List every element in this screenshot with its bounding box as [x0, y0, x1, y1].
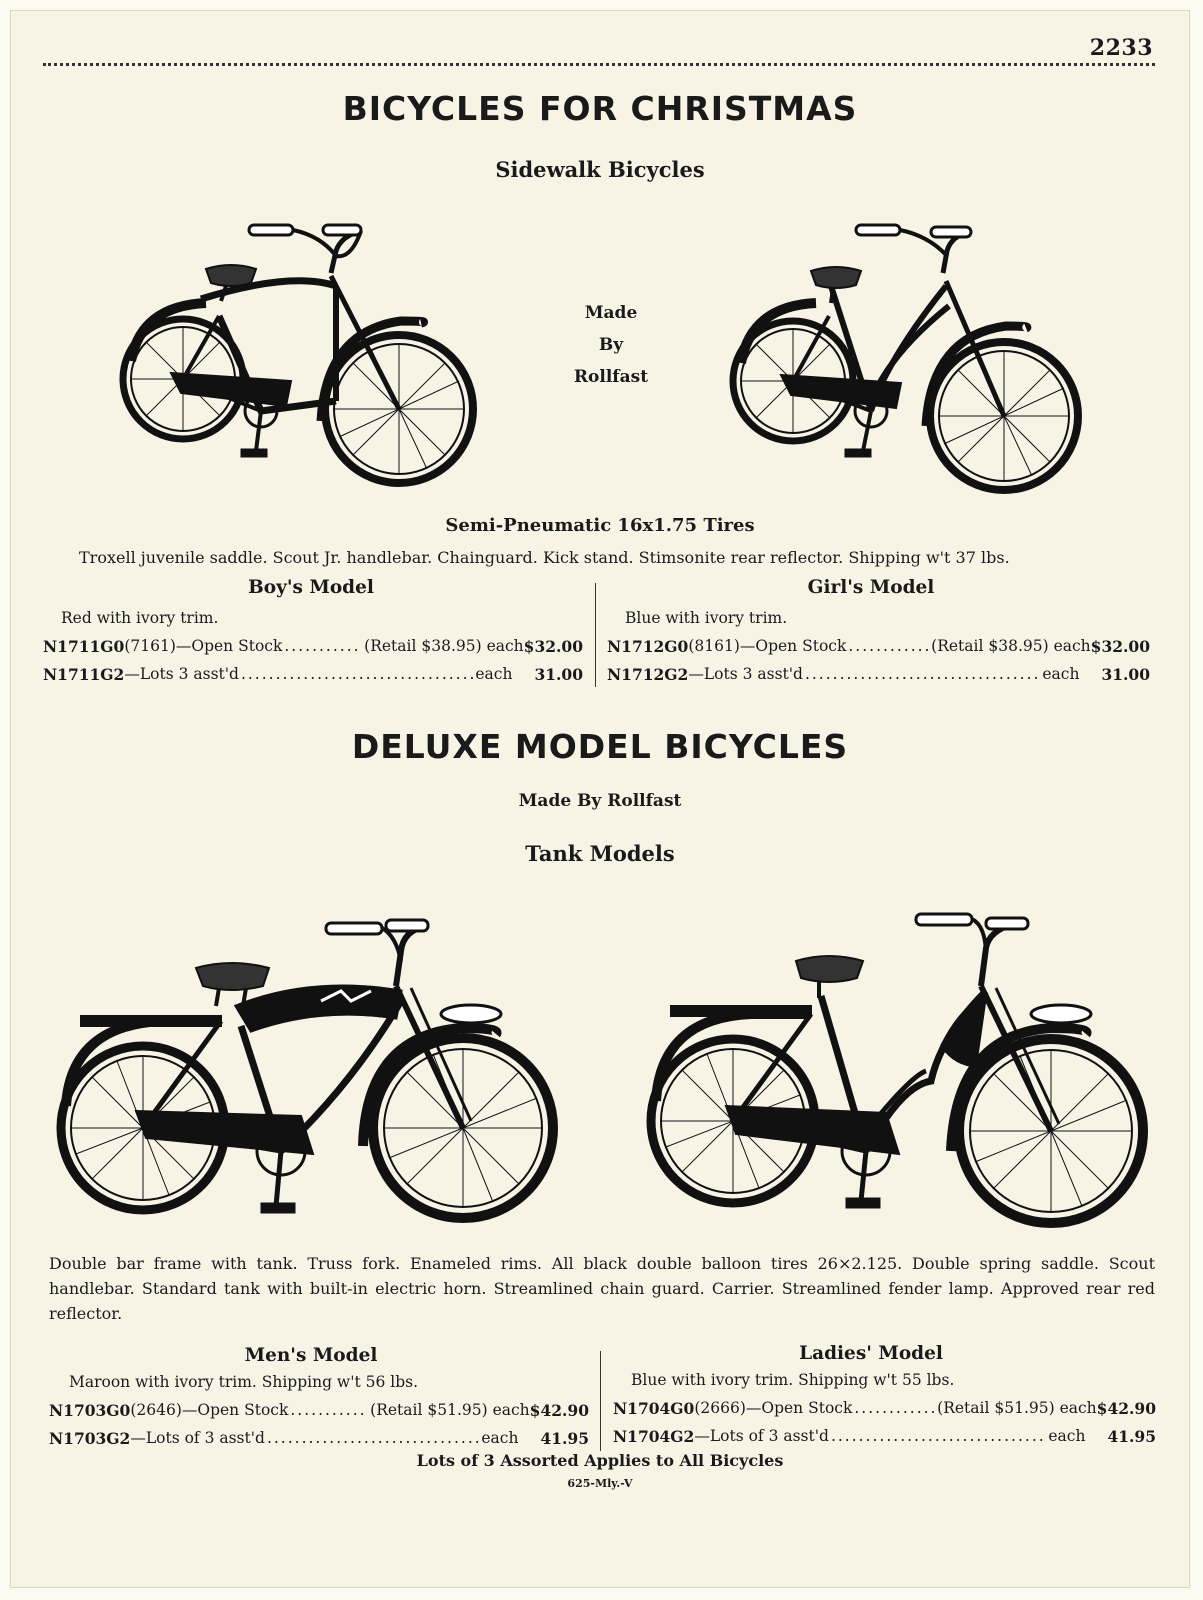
ladies-lots-line	[613, 1427, 1156, 1446]
ladies-lots-desc: —Lots of 3 asst'd	[694, 1427, 829, 1445]
ladies-model-color: Blue with ivory trim. Shipping w't 55 lbs.	[631, 1371, 955, 1389]
footer-code: 625-Mly.-V	[567, 1477, 633, 1490]
section2-subtitle: Tank Models	[525, 841, 675, 866]
mens-lots-desc: —Lots of 3 asst'd	[130, 1429, 265, 1447]
section1-tires: Semi-Pneumatic 16x1.75 Tires	[445, 515, 755, 536]
girls-lots-price: 31.00	[1101, 665, 1150, 684]
made-by-line-1: Made	[584, 303, 638, 323]
ladies-open-stock-line	[613, 1399, 1156, 1418]
section1-title: BICYCLES FOR CHRISTMAS	[342, 89, 858, 128]
made-by-line-3: Rollfast	[573, 367, 649, 387]
mens-open-stock-price: $42.90	[529, 1401, 589, 1420]
girls-open-stock-retail: (Retail $38.95) each	[931, 637, 1091, 655]
mens-lots-each: each	[481, 1429, 519, 1447]
boys-lots-each: each	[475, 665, 513, 683]
ladies-open-stock-price: $42.90	[1096, 1399, 1156, 1418]
section2-title: DELUXE MODEL BICYCLES	[351, 727, 849, 766]
girls-model-title: Girl's Model	[807, 577, 935, 598]
mens-open-stock-code: N1703G0	[49, 1401, 131, 1420]
ladies-lots-each: each	[1048, 1427, 1086, 1445]
made-by-line-2: By	[598, 335, 624, 355]
girls-lots-line	[607, 665, 1150, 684]
section1-description: Troxell juvenile saddle. Scout Jr. handlebar. Chainguard. Kick stand. Stimsonite rear reflector. Shipping w't 37 lbs.	[79, 548, 1010, 567]
boys-lots-line	[43, 665, 583, 684]
mens-lots-price: 41.95	[540, 1429, 589, 1448]
mens-open-stock-line	[49, 1401, 589, 1420]
dotted-rule	[43, 63, 1155, 66]
mens-open-stock-desc: (2646)—Open Stock	[130, 1401, 289, 1419]
girls-lots-each: each	[1042, 665, 1080, 683]
girls-lots-code: N1712G2	[607, 665, 689, 684]
mens-lots-code: N1703G2	[49, 1429, 131, 1448]
ladies-open-stock-code: N1704G0	[613, 1399, 695, 1418]
girls-lots-desc: —Lots 3 asst'd	[688, 665, 803, 683]
boys-lots-desc: —Lots 3 asst'd	[124, 665, 239, 683]
ladies-tank-bicycle-illustration	[641, 896, 1161, 1226]
section2-description: Double bar frame with tank. Truss fork. Enameled rims. All black double balloon tires 26×2.125. Double spring saddle. Scout handlebar. Standard tank with built-in electric horn. Streamlined chain guard. Carrier. Streamlined fender lamp. Approved rear red reflector.	[49, 1254, 1155, 1323]
boys-lots-code: N1711G2	[43, 665, 125, 684]
footer-note: Lots of 3 Assorted Applies to All Bicycles	[416, 1451, 784, 1470]
ladies-open-stock-desc: (2666)—Open Stock	[694, 1399, 853, 1417]
catalog-page	[10, 10, 1190, 1588]
boys-model-title: Boy's Model	[248, 577, 374, 598]
girls-open-stock-desc: (8161)—Open Stock	[688, 637, 847, 655]
mens-open-stock-retail: (Retail $51.95) each	[370, 1401, 530, 1419]
boys-bicycle-illustration	[111, 211, 481, 511]
section1-divider	[595, 583, 596, 687]
mens-model-title: Men's Model	[244, 1345, 378, 1366]
boys-open-stock-price: $32.00	[523, 637, 583, 656]
mens-model-color: Maroon with ivory trim. Shipping w't 56 lbs.	[69, 1373, 419, 1391]
boys-model-color: Red with ivory trim.	[61, 609, 219, 627]
girls-open-stock-line	[607, 637, 1150, 656]
boys-lots-price: 31.00	[534, 665, 583, 684]
section2-divider	[600, 1351, 601, 1451]
ladies-open-stock-retail: (Retail $51.95) each	[937, 1399, 1097, 1417]
girls-open-stock-price: $32.00	[1090, 637, 1150, 656]
boys-open-stock-line	[43, 637, 583, 656]
ladies-lots-price: 41.95	[1107, 1427, 1156, 1446]
mens-tank-bicycle-illustration	[51, 906, 571, 1226]
girls-bicycle-illustration	[721, 211, 1091, 511]
ladies-lots-code: N1704G2	[613, 1427, 695, 1446]
mens-lots-line	[49, 1429, 589, 1448]
boys-open-stock-code: N1711G0	[43, 637, 125, 656]
boys-open-stock-retail: (Retail $38.95) each	[364, 637, 524, 655]
section2-made-by: Made By Rollfast	[518, 791, 682, 811]
girls-model-color: Blue with ivory trim.	[625, 609, 788, 627]
section1-subtitle: Sidewalk Bicycles	[495, 157, 705, 182]
ladies-model-title: Ladies' Model	[799, 1343, 943, 1364]
made-by-rollfast	[541, 297, 681, 393]
girls-open-stock-code: N1712G0	[607, 637, 689, 656]
page-number: 2233	[1089, 35, 1153, 61]
boys-open-stock-desc: (7161)—Open Stock	[124, 637, 283, 655]
